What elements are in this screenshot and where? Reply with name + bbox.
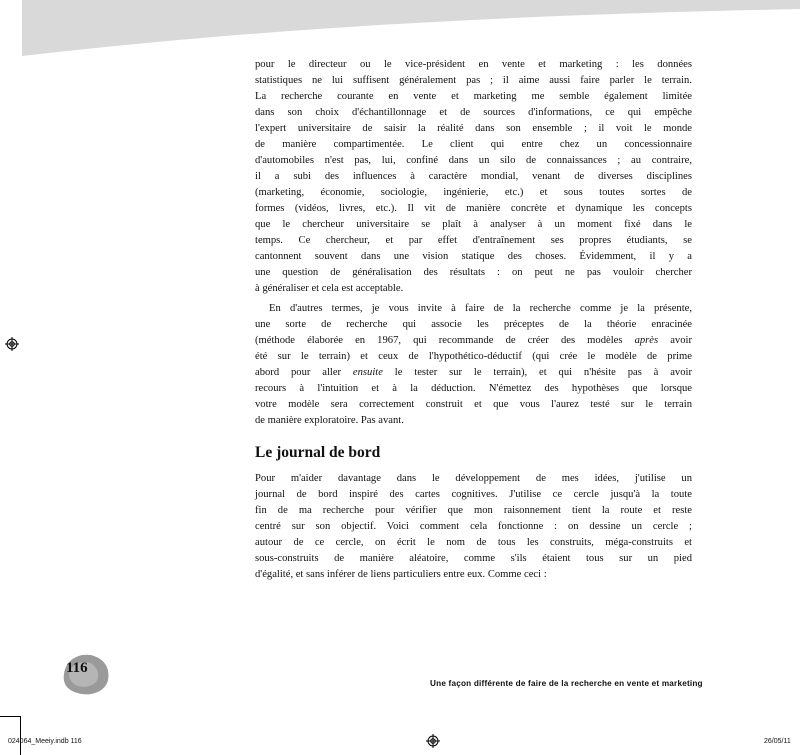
crop-mark xyxy=(20,716,21,755)
slug-left: 024064_Meeiy.indb 116 xyxy=(8,738,82,745)
text-line: abord pour aller ensuite le tester sur le terrain), et qui n'hésite pas à avoir xyxy=(255,367,692,378)
text-line: La recherche courante en vente et marketing me semble également limitée xyxy=(255,91,692,102)
text-line: l'expert universitaire de saisir la réalité dans son ensemble ; il voit le monde xyxy=(255,123,692,134)
italic-word: ensuite xyxy=(352,367,383,378)
section-heading: Le journal de bord xyxy=(255,444,381,461)
text-line: En d'autres termes, je vous invite à faire de la recherche comme je la présente, xyxy=(269,303,692,314)
text-line: statistiques ne lui suffisent généralement pas ; il aime aussi faire parler le terrain. xyxy=(255,75,692,86)
page-number: 116 xyxy=(66,660,88,676)
slug-right: 26/05/11 xyxy=(764,738,791,745)
text-line: une question de généralisation des résultats : on peut ne pas vouloir chercher xyxy=(255,267,692,278)
text-line: journal de bord inspiré des cartes cognitives. J'utilise ce cercle jusqu'à la toute xyxy=(255,489,692,500)
paragraph-block-2 xyxy=(255,301,692,429)
crop-mark xyxy=(0,716,20,717)
paragraph-block-3 xyxy=(255,471,692,583)
text-line: (méthode élaborée en 1967, qui recommande de créer des modèles après avoir xyxy=(255,335,692,346)
text-line: de manière compartimentée. Le client qui entre chez un concessionnaire xyxy=(255,139,692,150)
text-line: de manière exploratoire. Pas avant. xyxy=(255,415,404,426)
italic-word: après xyxy=(634,335,659,346)
text-line: formes (vidéos, livres, etc.). Il vit de manière concrète et dynamique les concepts xyxy=(255,203,692,214)
text-line: il a subi des influences à caractère mondial, venant de diverses disciplines xyxy=(255,171,692,182)
text-line: votre modèle sera correctement construit et que vous l'aurez testé sur le terrain xyxy=(255,399,692,410)
text-line: d'automobiles n'est pas, lui, confiné dans un silo de connaissances ; au contraire, xyxy=(255,155,692,166)
text-line: Pour m'aider davantage dans le développement de mes idées, j'utilise un xyxy=(255,473,692,484)
text-line: été sur le terrain) et ceux de l'hypothético-déductif (qui crée le modèle de prime xyxy=(255,351,692,362)
text-line: centré sur son objectif. Voici comment cela fonctionne : on dessine un cercle ; xyxy=(255,521,692,532)
text-line: sous-construits de manière aléatoire, comme s'ils étaient tous sur un pied xyxy=(255,553,692,564)
text-line: cantonnent souvent dans une vision statique des choses. Évidemment, il y a xyxy=(255,251,692,262)
text-line: recours à l'intuition et à la déduction. N'émettez des hypothèses que lorsque xyxy=(255,383,692,394)
text-line: d'égalité, et sans inférer de liens particuliers entre eux. Comme ceci : xyxy=(255,569,547,580)
page-body xyxy=(255,57,692,583)
text-line: autour de ce cercle, on écrit le nom de tous les construits, méga-construits et xyxy=(255,537,692,548)
paragraph-block-1 xyxy=(255,57,692,297)
corner-swoosh-decoration xyxy=(0,0,800,60)
text-line: (marketing, économie, sociologie, ingénierie, etc.) et sous toutes sortes de xyxy=(255,187,692,198)
text-line: dans son choix d'échantillonnage et de sources d'informations, ce qui empêche xyxy=(255,107,692,118)
text-line: une sorte de recherche qui associe les préceptes de la théorie enracinée xyxy=(255,319,692,330)
text-line: fin de ma recherche pour vérifier que mon raisonnement tient la route et reste xyxy=(255,505,692,516)
registration-mark-icon xyxy=(426,734,440,748)
registration-mark-icon xyxy=(5,337,19,351)
text-line: temps. Ce chercheur, et par effet d'entraînement ses propres étudiants, se xyxy=(255,235,692,246)
text-line: que le chercheur universitaire se plaît à analyser à un moment fixé dans le xyxy=(255,219,692,230)
text-line: pour le directeur ou le vice-président en vente et marketing : les données xyxy=(255,59,692,70)
text-line: à généraliser et cela est acceptable. xyxy=(255,283,404,294)
running-footer: Une façon différente de faire de la recherche en vente et marketing xyxy=(430,679,703,688)
